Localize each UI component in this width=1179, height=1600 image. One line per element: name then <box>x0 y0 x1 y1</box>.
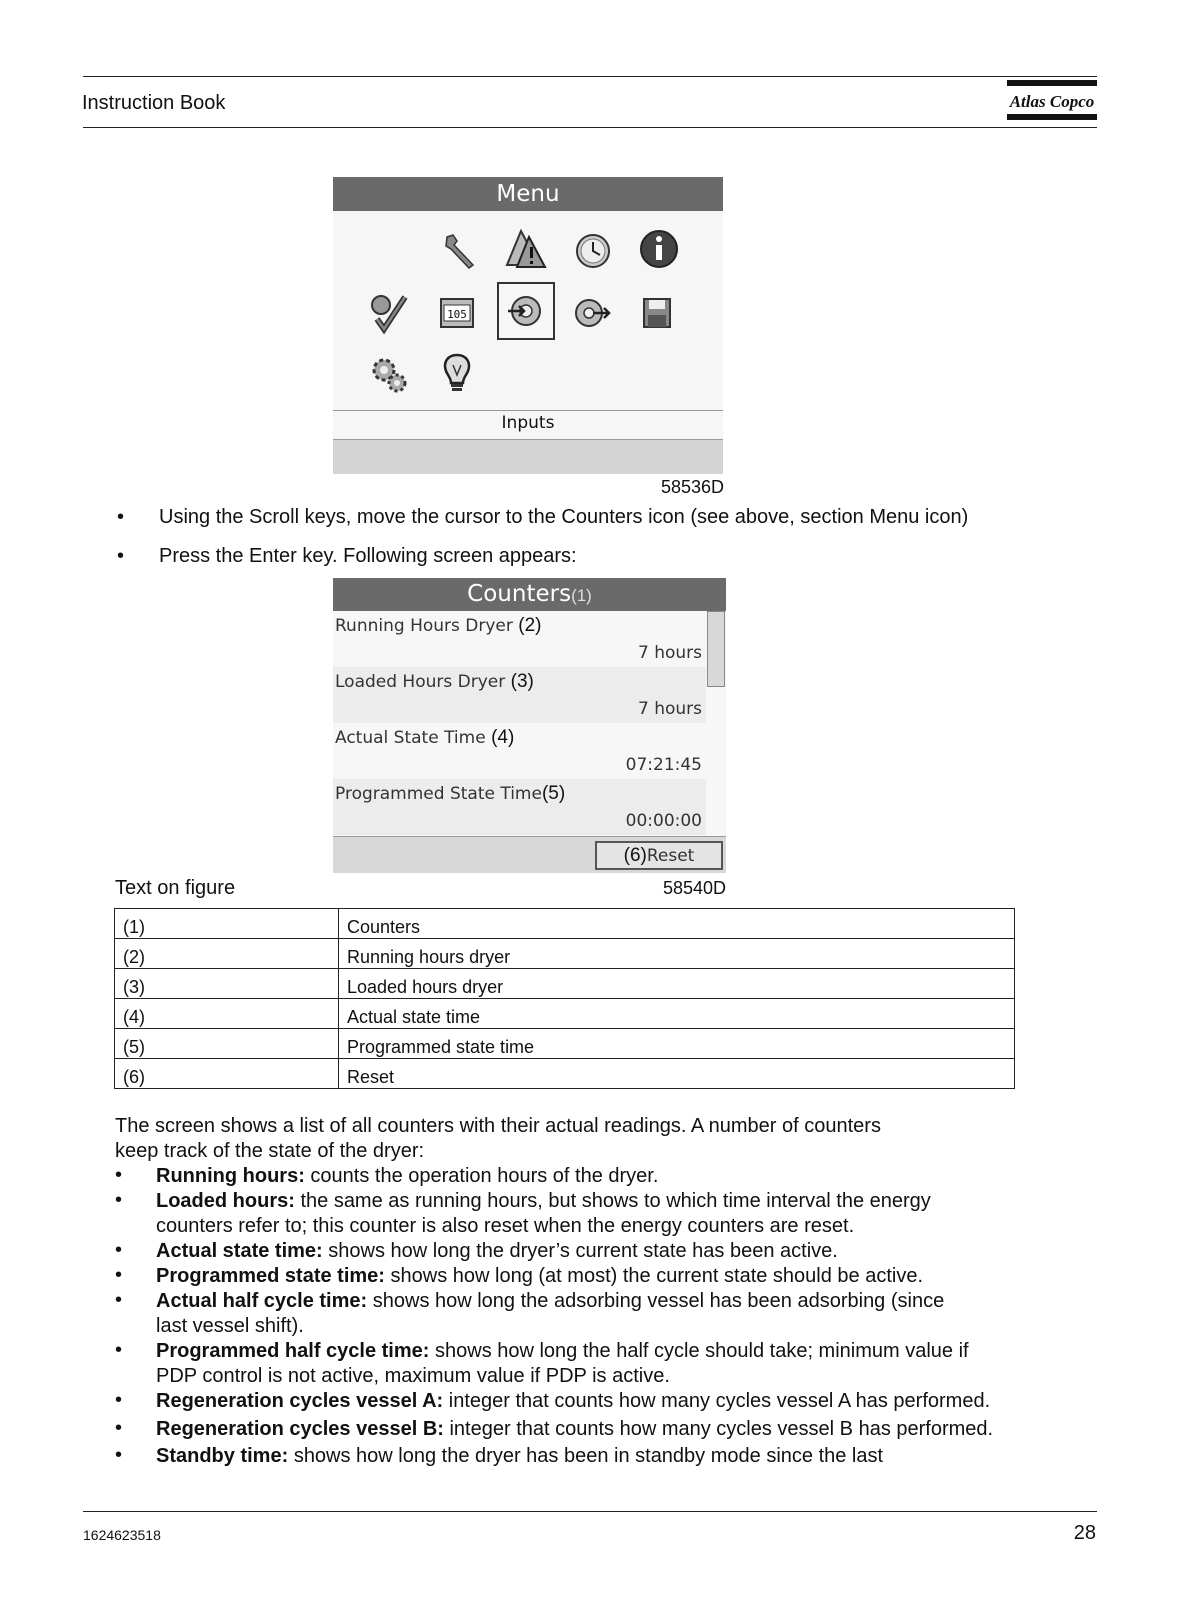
logo-text: Atlas Copco <box>1009 92 1095 111</box>
legend-text: Programmed state time <box>339 1029 1015 1059</box>
bullet: • <box>115 1444 123 1466</box>
counter-label: Actual State Time <box>335 728 486 748</box>
item-term: Actual half cycle time: <box>156 1290 368 1312</box>
legend-ref: (6) <box>115 1059 339 1089</box>
item-text: the same as running hours, but shows to which time interval the energy counters refer to; this counter is also reset when the energy counters are reset. <box>156 1190 931 1237</box>
header-rule-bottom <box>83 127 1097 128</box>
legend-text: Running hours dryer <box>339 939 1015 969</box>
list-item <box>156 1389 1086 1414</box>
wrench-icon[interactable] <box>439 229 483 273</box>
item-text: shows how long the dryer’s current state has been active. <box>328 1240 838 1262</box>
counter-icon[interactable] <box>435 291 479 335</box>
bullet: • <box>115 1417 123 1439</box>
item-text: integer that counts how many cycles vessel B has performed. <box>449 1418 994 1440</box>
legend-text: Actual state time <box>339 999 1015 1029</box>
bullet: • <box>115 1339 123 1361</box>
counters-title: Counters <box>467 581 572 607</box>
list-item <box>156 1189 986 1239</box>
item-text: shows how long the adsorbing vessel has been adsorbing (since last vessel shift). <box>156 1290 945 1337</box>
item-text: counts the operation hours of the dryer. <box>310 1165 659 1187</box>
clock-icon[interactable] <box>571 229 615 273</box>
counter-annotation: (3) <box>510 671 534 692</box>
item-term: Programmed state time: <box>156 1265 385 1287</box>
menu-bottom-bar <box>333 439 723 474</box>
item-term: Standby time: <box>156 1445 289 1467</box>
table-row <box>115 939 1015 969</box>
counter-label: Running Hours Dryer <box>335 616 513 636</box>
counters-screen-figure <box>333 578 726 872</box>
reset-label: Reset <box>646 846 695 866</box>
list-item <box>156 1239 1086 1264</box>
header-rule-top <box>83 76 1097 77</box>
save-icon[interactable] <box>635 291 679 335</box>
counter-row[interactable] <box>333 611 706 667</box>
atlas-copco-logo <box>1007 76 1097 124</box>
counter-value: 7 hours <box>637 643 702 663</box>
item-text: shows how long (at most) the current state should be active. <box>390 1265 924 1287</box>
counter-label: Loaded Hours Dryer <box>335 672 506 692</box>
bullet: • <box>115 1289 123 1311</box>
list-item <box>156 1417 1086 1442</box>
legend-ref: (5) <box>115 1029 339 1059</box>
scrollbar-thumb[interactable] <box>707 611 725 687</box>
counters-figure-code: 58540D <box>662 878 726 898</box>
item-term: Loaded hours: <box>156 1190 295 1212</box>
legend-ref: (4) <box>115 999 339 1029</box>
table-row <box>115 999 1015 1029</box>
footer-doc-number: 1624623518 <box>83 1527 161 1543</box>
table-row <box>115 909 1015 939</box>
intro-line-1: The screen shows a list of all counters with their actual readings. A number of counters <box>115 1115 881 1137</box>
menu-screen-figure <box>333 177 723 473</box>
legend-ref: (2) <box>115 939 339 969</box>
legend-ref: (1) <box>115 909 339 939</box>
bullet: • <box>117 506 125 528</box>
item-text: integer that counts how many cycles vessel A has performed. <box>448 1390 991 1412</box>
footer-page-number: 28 <box>1073 1522 1096 1544</box>
bullet: • <box>115 1239 123 1261</box>
svg-text:105: 105 <box>447 308 467 321</box>
bullet: • <box>115 1164 123 1186</box>
list-item <box>156 1444 1086 1469</box>
legend-text: Reset <box>339 1059 1015 1089</box>
table-row <box>115 1059 1015 1089</box>
bulb-icon[interactable] <box>435 351 479 395</box>
intro-line-2: keep track of the state of the dryer: <box>115 1140 425 1162</box>
item-text: shows how long the dryer has been in standby mode since the last <box>293 1445 884 1467</box>
check-icon[interactable] <box>367 291 411 335</box>
text-on-figure-label: Text on figure <box>115 877 236 899</box>
list-item <box>156 1264 1086 1289</box>
item-term: Running hours: <box>156 1165 305 1187</box>
menu-figure-code: 58536D <box>660 477 724 497</box>
bullet: • <box>115 1189 123 1211</box>
menu-divider <box>333 410 723 411</box>
legend-text: Loaded hours dryer <box>339 969 1015 999</box>
counter-value: 00:00:00 <box>625 811 702 831</box>
counter-annotation: (2) <box>518 615 542 636</box>
legend-table <box>114 908 1015 1089</box>
item-text: shows how long the half cycle should take; minimum value if PDP control is not active, maximum value if PDP is active. <box>156 1340 969 1387</box>
footer-rule <box>83 1511 1097 1512</box>
counter-row[interactable] <box>333 779 706 835</box>
list-item <box>156 1289 956 1339</box>
item-term: Actual state time: <box>156 1240 323 1262</box>
counter-annotation: (4) <box>491 727 515 748</box>
bullet: • <box>115 1264 123 1286</box>
item-term: Regeneration cycles vessel B: <box>156 1418 444 1440</box>
instruction-1: Using the Scroll keys, move the cursor to the Counters icon (see above, section Menu icon) <box>159 506 969 528</box>
counter-value: 07:21:45 <box>625 755 702 775</box>
info-icon[interactable] <box>637 227 681 271</box>
counter-row[interactable] <box>333 667 706 723</box>
item-term: Programmed half cycle time: <box>156 1340 430 1362</box>
bullet: • <box>117 545 125 567</box>
list-item <box>156 1164 1086 1189</box>
inputs-icon[interactable] <box>504 289 548 333</box>
counter-label: Programmed State Time <box>335 784 542 804</box>
counter-annotation: (5) <box>541 783 566 804</box>
reset-button[interactable] <box>595 841 723 870</box>
warning-icon[interactable] <box>503 227 547 271</box>
gear-icon[interactable] <box>367 353 411 397</box>
menu-selected-label: Inputs <box>501 413 555 433</box>
counter-row[interactable] <box>333 723 706 779</box>
legend-ref: (3) <box>115 969 339 999</box>
outputs-icon[interactable] <box>569 291 613 335</box>
bullet: • <box>115 1389 123 1411</box>
reset-annotation: (6) <box>623 845 647 866</box>
menu-title: Menu <box>333 177 723 211</box>
table-row <box>115 1029 1015 1059</box>
counters-title-bar <box>333 578 726 611</box>
counter-value: 7 hours <box>637 699 702 719</box>
counters-title-annotation: (1) <box>571 586 592 605</box>
list-item <box>156 1339 976 1389</box>
legend-text: Counters <box>339 909 1015 939</box>
header-title: Instruction Book <box>82 92 226 114</box>
instruction-2: Press the Enter key. Following screen appears: <box>159 545 577 567</box>
table-row <box>115 969 1015 999</box>
item-term: Regeneration cycles vessel A: <box>156 1390 444 1412</box>
